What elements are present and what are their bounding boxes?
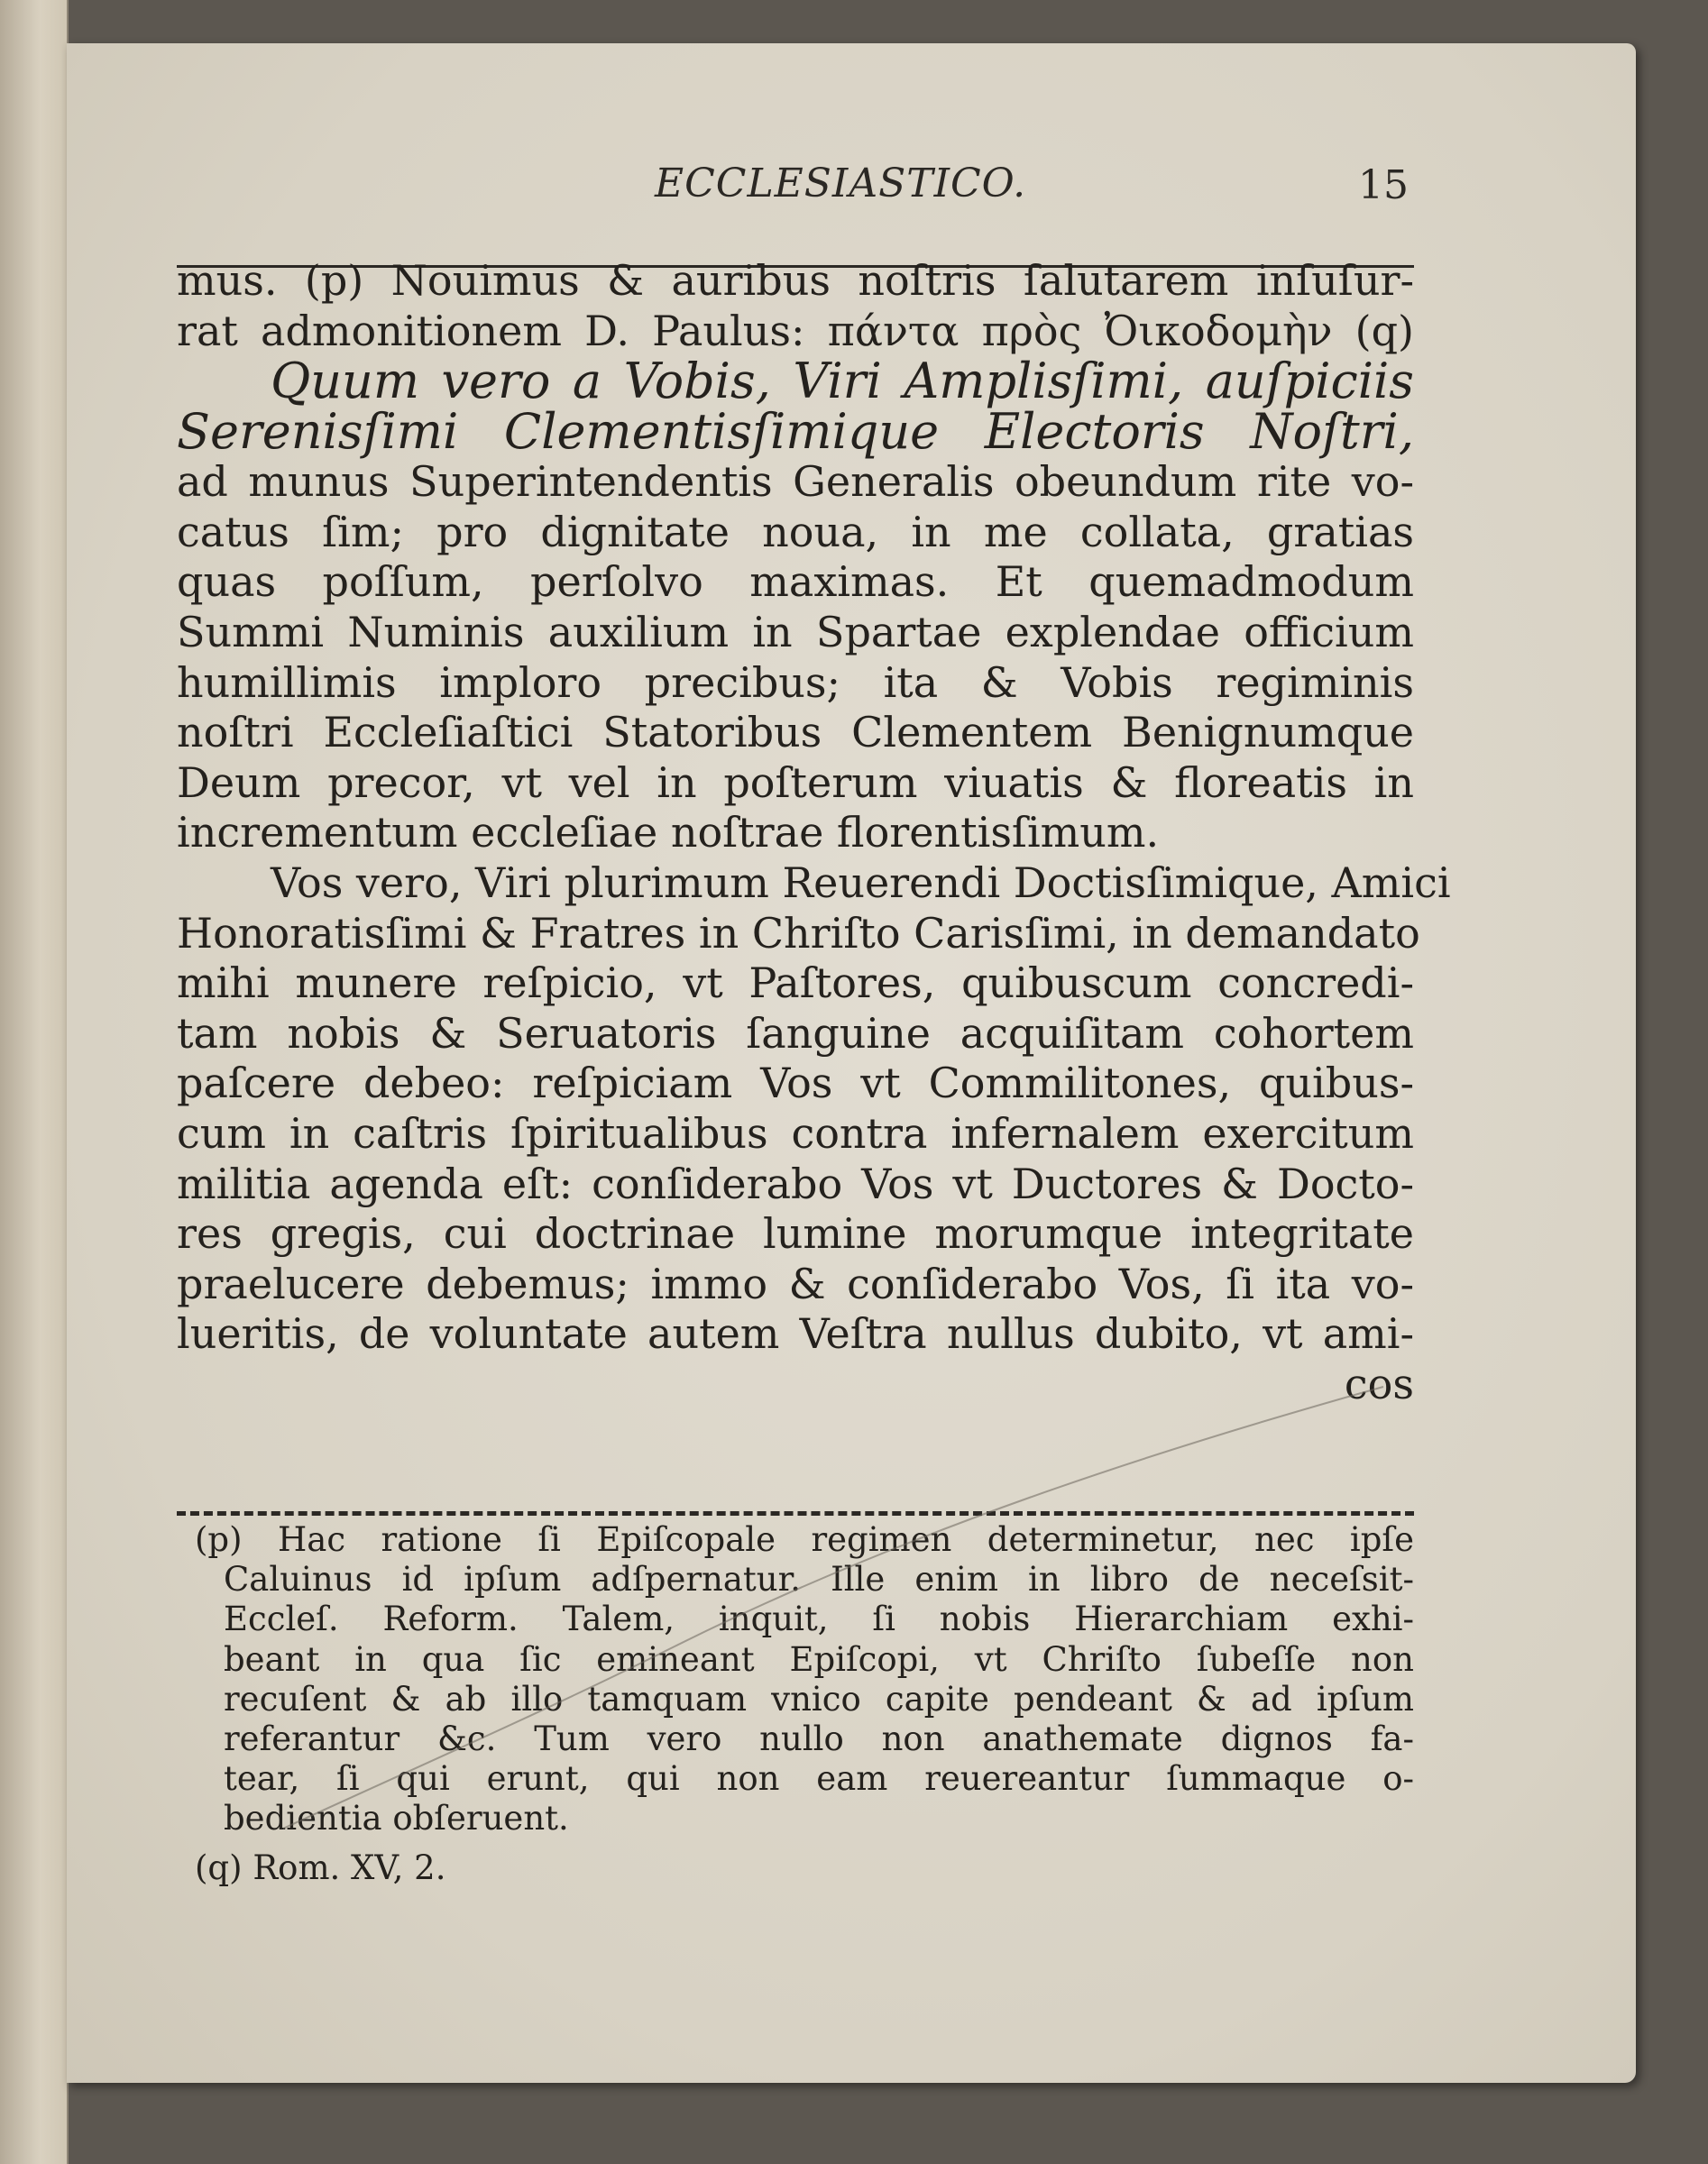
text-line: militia agenda eſt: conſiderabo Vos vt Ductores & Docto- [177,1159,1414,1208]
text-line: res gregis, cui doctrinae lumine morumque integritate [177,1209,1414,1259]
text-line: ad munus Superintendentis Generalis obeundum rite vo- [177,457,1414,507]
text-line: cum in caſtris ſpiritualibus contra infernalem exercitum [177,1108,1414,1158]
text-line: lueritis, de voluntate autem Veſtra nullus dubito, vt ami- [177,1309,1414,1359]
text-line: noſtri Eccleſiaſtici Statoribus Clementem Benignumque [177,708,1414,757]
footnote-line: Eccleſ. Reform. Talem, inquit, ſi nobis Hierarchiam exhi- [224,1600,1414,1639]
footnote-line: Caluinus id ipſum adſpernatur. Ille enim in libro de neceſsit- [224,1560,1414,1600]
text-line: Vos vero, Viri plurimum Reuerendi Doctisſimique, Amici [271,857,1451,907]
catchword: cos [1344,1359,1414,1408]
footnote-line: tear, ſi qui erunt, qui non eam reuereantur ſummaque o- [224,1759,1414,1799]
footnote-line: bedientia obſeruent. [224,1799,569,1838]
main-text [177,256,1451,1409]
text-line: Summi Numinis auxilium in Spartae explendae officium [177,607,1414,656]
text-line: praelucere debemus; immo & conſiderabo Vos, ſi ita vo- [177,1259,1414,1308]
text-line: mihi munere reſpicio, vt Paſtores, quibuscum concredi- [177,958,1414,1008]
footnotes [195,1520,1414,1888]
footnote-line: (q) Rom. XV, 2. [195,1848,446,1887]
running-title: ECCLESIASTICO. [655,160,1027,206]
text-line: Honoratisſimi & Fratres in Chriſto Carisſimi, in demandato [177,908,1420,958]
footnote-line: beant in qua ſic emineant Epiſcopi, vt Chriſto ſubeſſe non [224,1639,1414,1679]
text-line: tam nobis & Seruatoris ſanguine acquiſitam cohortem [177,1008,1414,1058]
text-line: Quum vero a Vobis, Viri Amplisſimi, auſpiciis [271,353,1414,410]
text-line: Serenisſimi Clementisſimique Electoris Noſtri, [177,403,1414,461]
facing-page-edge [0,0,69,2164]
footnote-line: recuſent & ab illo tamquam vnico capite pendeant & ad ipſum [224,1679,1414,1719]
footnote-line: (p) Hac ratione ſi Epiſcopale regimen determinetur, nec ipſe [195,1520,1414,1559]
text-line: catus ſim; pro dignitate noua, in me collata, gratias [177,507,1414,556]
text-line: quas poſſum, perſolvo maximas. Et quemadmodum [177,557,1414,607]
book-page [67,43,1636,2083]
text-line: rat admonitionem D. Paulus: πάντα πρὸς Ὀικοδομὴν (q) [177,306,1414,355]
text-line: incrementum eccleſiae noſtrae florentisſimum. [177,808,1160,857]
text-line: paſcere debeo: reſpiciam Vos vt Commilitones, quibus- [177,1059,1414,1108]
page-header [177,160,1412,215]
text-line: mus. (p) Nouimus & auribus noſtris ſalutarem inſuſur- [177,256,1414,305]
text-line: Deum precor, vt vel in poſterum viuatis & floreatis in [177,757,1414,807]
text-line: humillimis imploro precibus; ita & Vobis regiminis [177,657,1414,707]
page-number: 15 [1358,162,1409,208]
footnote-rule [177,1511,1414,1516]
footnote-line: referantur &c. Tum vero nullo non anathemate dignos fa- [224,1719,1414,1758]
